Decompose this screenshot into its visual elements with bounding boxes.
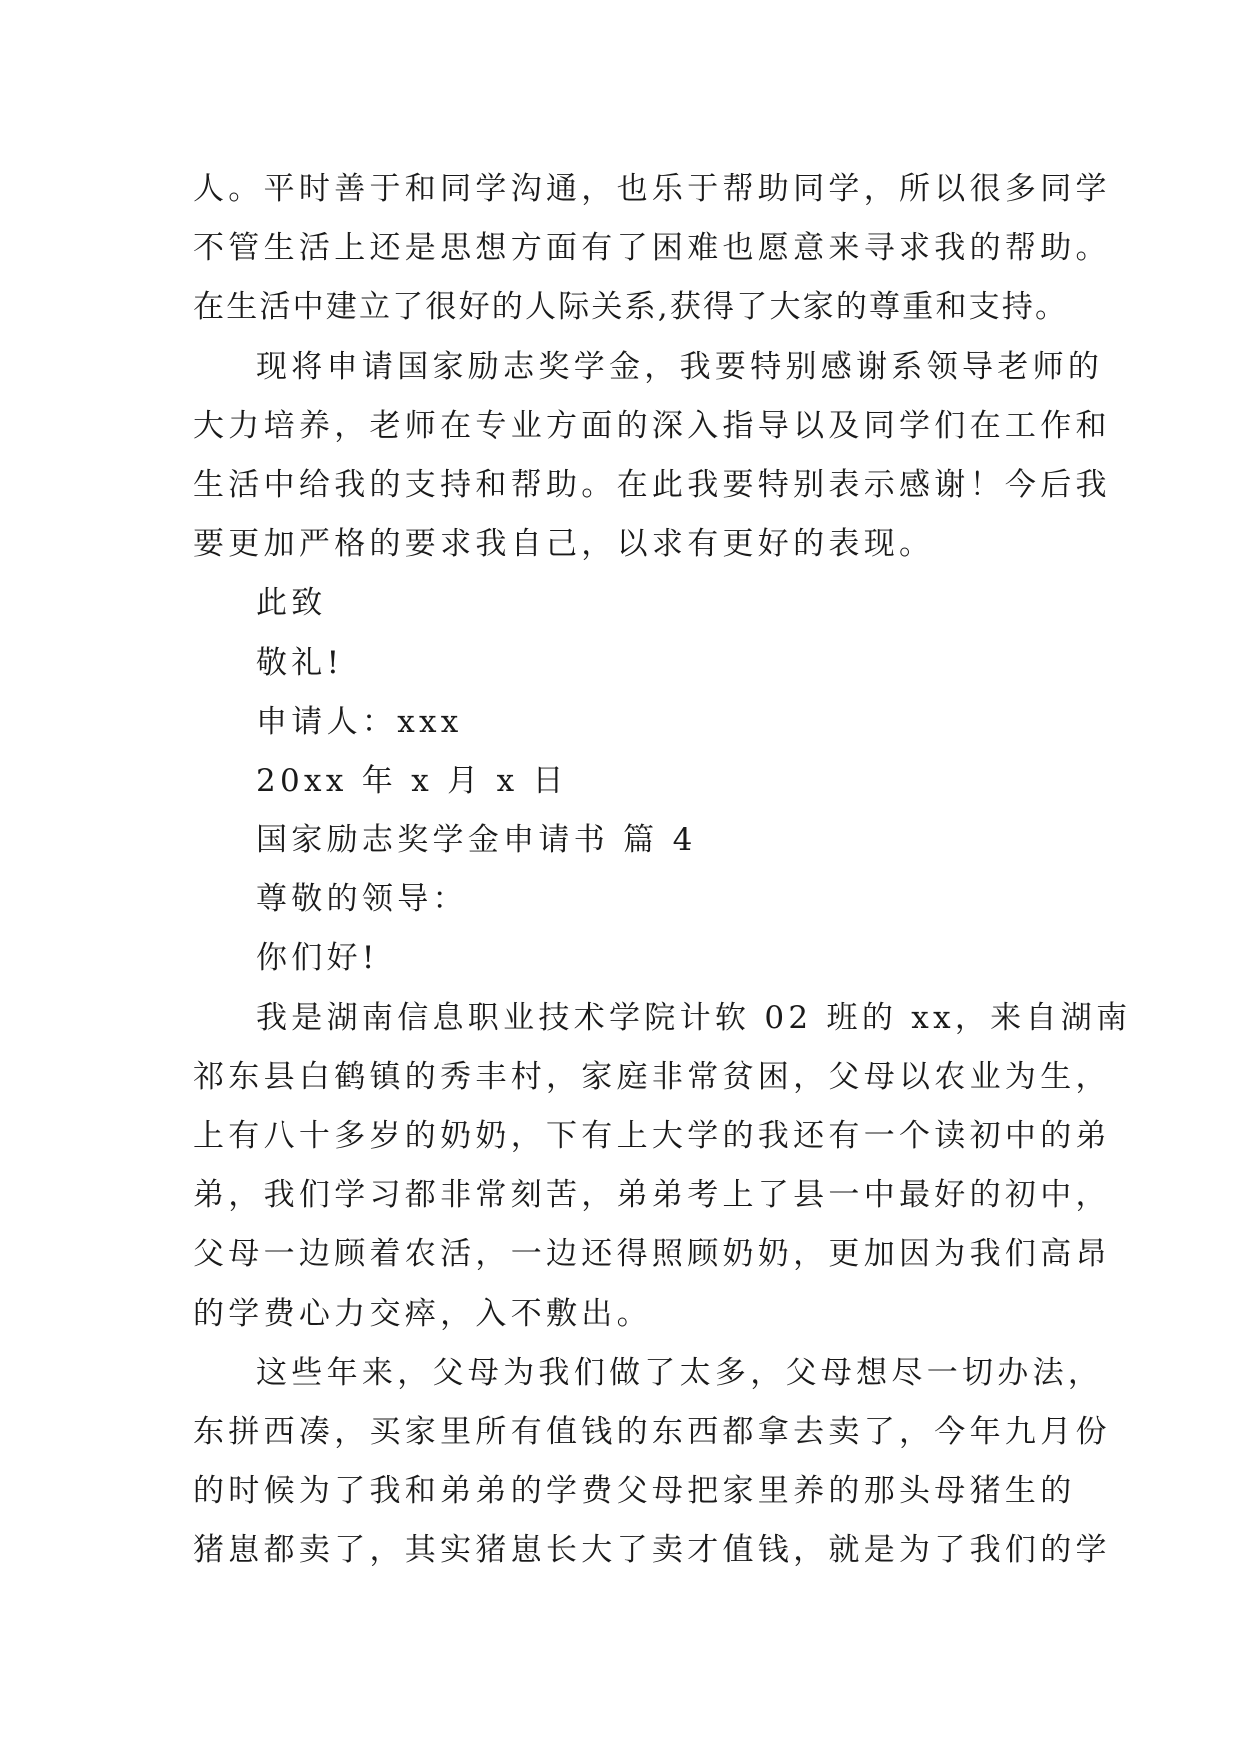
text-line: 人。平时善于和同学沟通，也乐于帮助同学，所以很多同学 [193, 171, 1111, 207]
letter-greeting-hello: 你们好! [256, 940, 379, 977]
applicant-signature: 申请人：xxx [256, 703, 463, 740]
text-line: 在生活中建立了很好的人际关系,获得了大家的尊重和支持。 [193, 289, 1069, 326]
text-line: 东拼西凑，买家里所有值钱的东西都拿去卖了，今年九月份 [193, 1413, 1111, 1450]
text-line: 弟，我们学习都非常刻苦，弟弟考上了县一中最好的初中， [193, 1177, 1111, 1214]
letter-greeting: 尊敬的领导： [256, 881, 468, 918]
text-line: 父母一边顾着农活，一边还得照顾奶奶，更加因为我们高昂 [193, 1236, 1111, 1273]
text-line: 的时候为了我和弟弟的学费父母把家里养的那头母猪生的 [193, 1473, 1076, 1510]
paragraph-start-line: 我是湖南信息职业技术学院计软 02 班的 xx，来自湖南 [256, 999, 1132, 1036]
text-line: 生活中给我的支持和帮助。在此我要特别表示感谢！今后我 [193, 466, 1111, 503]
text-line: 猪崽都卖了，其实猪崽长大了卖才值钱，就是为了我们的学 [193, 1532, 1111, 1569]
text-line: 上有八十多岁的奶奶，下有上大学的我还有一个读初中的弟 [193, 1118, 1111, 1154]
paragraph-start-line: 这些年来，父母为我们做了太多，父母想尽一切办法， [256, 1354, 1104, 1391]
text-line: 不管生活上还是思想方面有了困难也愿意来寻求我的帮助。 [193, 230, 1111, 267]
text-line: 大力培养，老师在专业方面的深入指导以及同学们在工作和 [193, 407, 1111, 444]
text-line: 祁东县白鹤镇的秀丰村，家庭非常贫困，父母以农业为生， [193, 1058, 1111, 1095]
paragraph-start-line: 现将申请国家励志奖学金，我要特别感谢系领导老师的 [256, 348, 1104, 385]
text-line: 要更加严格的要求我自己，以求有更好的表现。 [193, 526, 935, 563]
letter-date: 20xx 年 x 月 x 日 [256, 762, 568, 799]
closing-salutation: 此致 [256, 585, 327, 622]
closing-regards: 敬礼! [256, 644, 344, 681]
section-title: 国家励志奖学金申请书 篇 4 [256, 822, 697, 859]
document-body [193, 160, 1132, 1581]
text-line: 的学费心力交瘁，入不敷出。 [193, 1295, 652, 1332]
